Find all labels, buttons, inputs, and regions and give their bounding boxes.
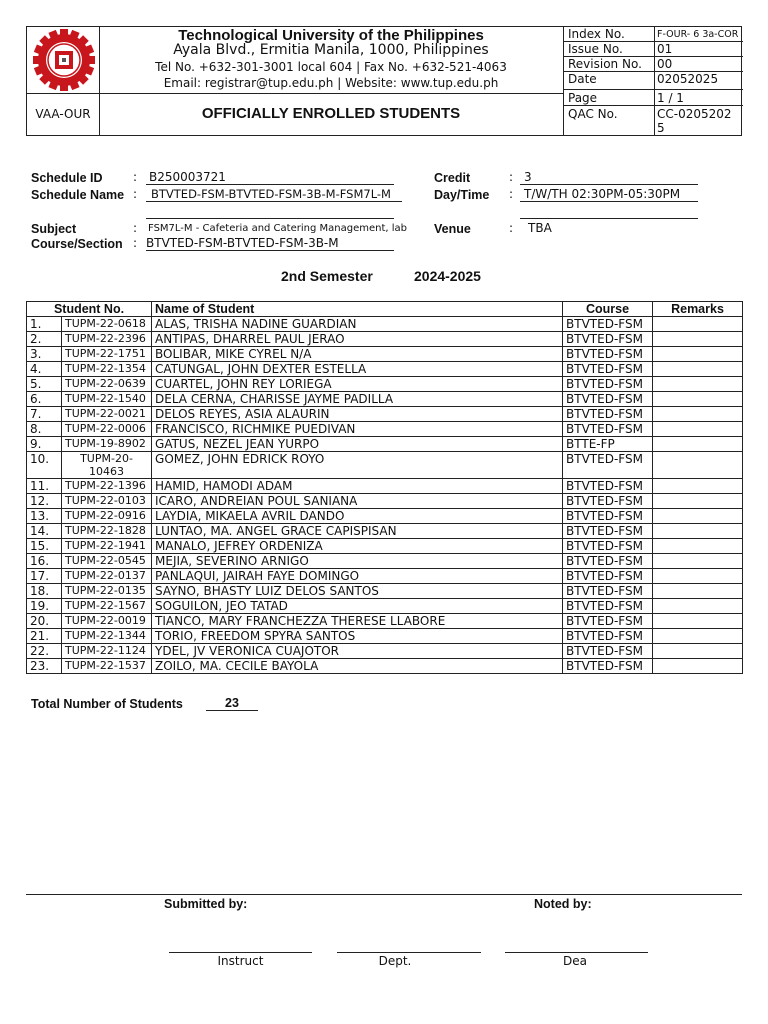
student-remarks: [653, 524, 743, 539]
student-name: FRANCISCO, RICHMIKE PUEDIVAN: [152, 422, 563, 437]
contact-email: Email: registrar@tup.edu.ph | Website: www.tup.edu.ph: [163, 76, 499, 90]
student-id: TUPM-22-0103: [62, 494, 152, 509]
student-course: BTVTED-FSM: [563, 494, 653, 509]
student-course: BTVTED-FSM: [563, 554, 653, 569]
student-name: ANTIPAS, DHARREL PAUL JERAO: [152, 332, 563, 347]
student-remarks: [653, 392, 743, 407]
row-number: 15.: [27, 539, 62, 554]
student-course: BTVTED-FSM: [563, 614, 653, 629]
row-number: 14.: [27, 524, 62, 539]
student-id: TUPM-22-1344: [62, 629, 152, 644]
school-year: 2024-2025: [414, 268, 481, 284]
row-number: 2.: [27, 332, 62, 347]
student-course: BTVTED-FSM: [563, 659, 653, 674]
row-number: 7.: [27, 407, 62, 422]
student-remarks: [653, 509, 743, 524]
schedule-id-label: Schedule ID: [31, 171, 103, 185]
schedule-name-label: Schedule Name: [31, 188, 125, 202]
table-row: [27, 437, 743, 452]
row-number: 12.: [27, 494, 62, 509]
instructor-signature-line: [169, 952, 312, 953]
table-row: [27, 644, 743, 659]
student-id: TUPM-22-0916: [62, 509, 152, 524]
gear-seal-icon: [33, 29, 95, 91]
table-row: [27, 422, 743, 437]
table-row: [27, 629, 743, 644]
total-value: 23: [206, 696, 258, 711]
student-name: BOLIBAR, MIKE CYREL N/A: [152, 347, 563, 362]
student-name: TORIO, FREEDOM SPYRA SANTOS: [152, 629, 563, 644]
schedule-id-value: B250003721: [146, 170, 394, 185]
student-remarks: [653, 554, 743, 569]
university-name: Technological University of the Philippines: [178, 27, 484, 44]
instructor-signature-label: Instruct: [217, 954, 264, 968]
student-course: BTVTED-FSM: [563, 539, 653, 554]
contact-phone: Tel No. +632-301-3001 local 604 | Fax No. +632-521-4063: [155, 60, 507, 74]
row-number: 10.: [27, 452, 62, 479]
colon: :: [509, 170, 514, 184]
student-course: BTVTED-FSM: [563, 629, 653, 644]
student-remarks: [653, 644, 743, 659]
student-id: TUPM-22-1828: [62, 524, 152, 539]
student-id: TUPM-22-0618: [62, 317, 152, 332]
student-name: HAMID, HAMODI ADAM: [152, 479, 563, 494]
meta-label-index: Index No.: [568, 27, 625, 41]
row-number: 6.: [27, 392, 62, 407]
student-remarks: [653, 347, 743, 362]
venue-value: TBA: [528, 221, 552, 235]
row-number: 8.: [27, 422, 62, 437]
student-name: ALAS, TRISHA NADINE GUARDIAN: [152, 317, 563, 332]
meta-label-qac: QAC No.: [568, 107, 618, 121]
col-student-no: Student No.: [27, 302, 152, 317]
table-row: [27, 569, 743, 584]
table-row: [27, 392, 743, 407]
meta-value-issue: 01: [657, 42, 673, 56]
student-course: BTVTED-FSM: [563, 317, 653, 332]
course-section-label: Course/Section: [31, 237, 123, 251]
table-row: [27, 554, 743, 569]
student-course: BTVTED-FSM: [563, 584, 653, 599]
student-course: BTVTED-FSM: [563, 452, 653, 479]
subject-value: FSM7L-M - Cafeteria and Catering Management, lab: [148, 223, 407, 234]
row-number: 13.: [27, 509, 62, 524]
student-id: TUPM-22-0019: [62, 614, 152, 629]
meta-value-page: 1 / 1: [657, 91, 684, 105]
signature-divider: [26, 894, 742, 895]
total-label: Total Number of Students: [31, 697, 183, 711]
credit-value: 3: [520, 170, 698, 185]
col-name: Name of Student: [152, 302, 563, 317]
student-remarks: [653, 629, 743, 644]
student-remarks: [653, 437, 743, 452]
table-row: [27, 659, 743, 674]
daytime-value: T/W/TH 02:30PM-05:30PM: [520, 187, 698, 202]
col-course: Course: [563, 302, 653, 317]
student-name: GATUS, NEZEL JEAN YURPO: [152, 437, 563, 452]
row-number: 11.: [27, 479, 62, 494]
student-name: TIANCO, MARY FRANCHEZZA THERESE LLABORE: [152, 614, 563, 629]
student-id: TUPM-22-0545: [62, 554, 152, 569]
student-name: DELOS REYES, ASIA ALAURIN: [152, 407, 563, 422]
student-course: BTVTED-FSM: [563, 509, 653, 524]
student-course: BTVTED-FSM: [563, 347, 653, 362]
student-name: CUARTEL, JOHN REY LORIEGA: [152, 377, 563, 392]
student-id: TUPM-22-1537: [62, 659, 152, 674]
row-number: 22.: [27, 644, 62, 659]
student-remarks: [653, 569, 743, 584]
colon: :: [133, 170, 138, 184]
venue-label: Venue: [434, 222, 471, 236]
student-name: LUNTAO, MA. ANGEL GRACE CAPISPISAN: [152, 524, 563, 539]
student-remarks: [653, 377, 743, 392]
table-row: [27, 332, 743, 347]
table-row: [27, 479, 743, 494]
meta-value-revision: 00: [657, 57, 673, 71]
course-section-value: BTVTED-FSM-BTVTED-FSM-3B-M: [146, 236, 394, 251]
meta-value-qac: CC-02052025: [657, 107, 732, 135]
table-row: [27, 407, 743, 422]
dean-signature-label: Dea: [563, 954, 587, 968]
table-row: [27, 362, 743, 377]
dept-signature-line: [337, 952, 481, 953]
student-course: BTVTED-FSM: [563, 422, 653, 437]
colon: :: [133, 221, 138, 235]
row-number: 4.: [27, 362, 62, 377]
student-course: BTVTED-FSM: [563, 362, 653, 377]
table-row: [27, 377, 743, 392]
student-name: ICARO, ANDREIAN POUL SANIANA: [152, 494, 563, 509]
row-number: 3.: [27, 347, 62, 362]
student-id: TUPM-22-1396: [62, 479, 152, 494]
table-row: [27, 614, 743, 629]
student-course: BTVTED-FSM: [563, 569, 653, 584]
student-remarks: [653, 614, 743, 629]
student-course: BTVTED-FSM: [563, 599, 653, 614]
document-header: [26, 26, 742, 136]
student-id: TUPM-22-0006: [62, 422, 152, 437]
colon: :: [509, 187, 514, 201]
table-row: [27, 494, 743, 509]
student-course: BTVTED-FSM: [563, 644, 653, 659]
row-number: 17.: [27, 569, 62, 584]
student-name: YDEL, JV VERONICA CUAJOTOR: [152, 644, 563, 659]
student-name: LAYDIA, MIKAELA AVRIL DANDO: [152, 509, 563, 524]
student-name: DELA CERNA, CHARISSE JAYME PADILLA: [152, 392, 563, 407]
student-name: SAYNO, BHASTY LUIZ DELOS SANTOS: [152, 584, 563, 599]
row-number: 18.: [27, 584, 62, 599]
semester: 2nd Semester: [281, 268, 373, 284]
enrolled-students-table: [26, 301, 743, 674]
student-course: BTVTED-FSM: [563, 407, 653, 422]
student-id: TUPM-22-1941: [62, 539, 152, 554]
student-name: ZOILO, MA. CECILE BAYOLA: [152, 659, 563, 674]
student-name: MEJIA, SEVERINO ARNIGO: [152, 554, 563, 569]
colon: :: [133, 187, 138, 201]
table-row: [27, 509, 743, 524]
student-id: TUPM-22-2396: [62, 332, 152, 347]
student-remarks: [653, 452, 743, 479]
student-id: TUPM-22-0639: [62, 377, 152, 392]
meta-label-date: Date: [568, 72, 597, 86]
student-id: TUPM-22-1354: [62, 362, 152, 377]
student-id: TUPM-22-0021: [62, 407, 152, 422]
row-number: 19.: [27, 599, 62, 614]
schedule-name-value: BTVTED-FSM-BTVTED-FSM-3B-M-FSM7L-M: [146, 187, 402, 202]
student-id: TUPM-20-10463: [62, 452, 152, 479]
student-course: BTVTED-FSM: [563, 377, 653, 392]
row-number: 23.: [27, 659, 62, 674]
row-number: 20.: [27, 614, 62, 629]
venue-overline: [520, 218, 698, 219]
student-remarks: [653, 494, 743, 509]
student-remarks: [653, 479, 743, 494]
student-course: BTTE-FP: [563, 437, 653, 452]
table-row: [27, 599, 743, 614]
row-number: 9.: [27, 437, 62, 452]
student-remarks: [653, 362, 743, 377]
student-name: GOMEZ, JOHN EDRICK ROYO: [152, 452, 563, 479]
meta-value-index: F-OUR- 6 3a-COR: [657, 29, 739, 40]
subject-overline: [146, 218, 394, 219]
table-body: [27, 317, 743, 674]
noted-by-label: Noted by:: [534, 897, 592, 911]
table-row: [27, 524, 743, 539]
student-id: TUPM-22-0137: [62, 569, 152, 584]
colon: :: [509, 221, 514, 235]
table-row: [27, 452, 743, 479]
student-course: BTVTED-FSM: [563, 392, 653, 407]
colon: :: [133, 236, 138, 250]
university-address: Ayala Blvd., Ermitia Manila, 1000, Philippines: [173, 42, 489, 58]
student-id: TUPM-22-1124: [62, 644, 152, 659]
student-remarks: [653, 659, 743, 674]
meta-label-revision: Revision No.: [568, 57, 642, 71]
student-name: MANALO, JEFREY ORDENIZA: [152, 539, 563, 554]
row-number: 5.: [27, 377, 62, 392]
credit-label: Credit: [434, 171, 471, 185]
dept-signature-label: Dept.: [378, 954, 412, 968]
meta-value-date: 02052025: [657, 72, 719, 86]
student-remarks: [653, 422, 743, 437]
row-number: 1.: [27, 317, 62, 332]
student-id: TUPM-19-8902: [62, 437, 152, 452]
document-title: OFFICIALLY ENROLLED STUDENTS: [201, 105, 461, 122]
student-id: TUPM-22-1567: [62, 599, 152, 614]
meta-label-issue: Issue No.: [568, 42, 623, 56]
student-remarks: [653, 599, 743, 614]
row-number: 16.: [27, 554, 62, 569]
student-name: PANLAQUI, JAIRAH FAYE DOMINGO: [152, 569, 563, 584]
student-remarks: [653, 539, 743, 554]
table-header-row: [27, 302, 743, 317]
table-row: [27, 539, 743, 554]
student-name: SOGUILON, JEO TATAD: [152, 599, 563, 614]
student-id: TUPM-22-1751: [62, 347, 152, 362]
col-remarks: Remarks: [653, 302, 743, 317]
table-row: [27, 584, 743, 599]
student-id: TUPM-22-1540: [62, 392, 152, 407]
row-number: 21.: [27, 629, 62, 644]
office-code: VAA-OUR: [35, 107, 91, 121]
student-course: BTVTED-FSM: [563, 479, 653, 494]
student-id: TUPM-22-0135: [62, 584, 152, 599]
dean-signature-line: [505, 952, 648, 953]
submitted-by-label: Submitted by:: [164, 897, 248, 911]
student-remarks: [653, 407, 743, 422]
student-remarks: [653, 584, 743, 599]
subject-label: Subject: [31, 222, 77, 236]
student-course: BTVTED-FSM: [563, 524, 653, 539]
student-course: BTVTED-FSM: [563, 332, 653, 347]
table-row: [27, 347, 743, 362]
student-remarks: [653, 332, 743, 347]
daytime-label: Day/Time: [434, 188, 490, 202]
table-row: [27, 317, 743, 332]
meta-label-page: Page: [568, 91, 598, 105]
student-remarks: [653, 317, 743, 332]
student-name: CATUNGAL, JOHN DEXTER ESTELLA: [152, 362, 563, 377]
